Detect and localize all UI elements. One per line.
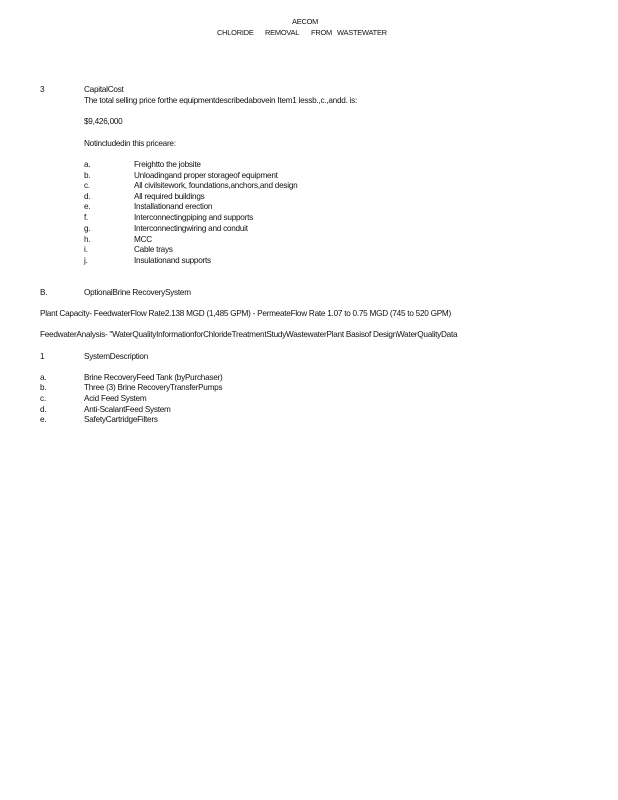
price-value: $9,426,000	[84, 117, 123, 126]
list-item-letter: g.	[84, 224, 91, 233]
list-item-letter: d.	[40, 405, 47, 414]
list-item-text: Installationand erection	[134, 202, 213, 211]
list-item-text: Unloadingand proper storageof equipment	[134, 171, 278, 180]
list-item-text: All civilsitework, foundations,anchors,and design	[134, 181, 298, 190]
list-item-letter: e.	[40, 415, 47, 424]
list-item-letter: e.	[84, 202, 91, 211]
list-item-letter: j.	[84, 256, 88, 265]
feedwater-analysis-line: FeedwaterAnalysis- "WaterQualityInformationforChlorideTreatmentStudyWastewaterPlant Basisof DesignWaterQualityData	[40, 330, 458, 339]
plant-capacity-line: Plant Capacity- FeedwaterFlow Rate2.138 MGD (1,485 GPM) - PermeateFlow Rate 1.07 to 0.75 MGD (745 to 520 GPM)	[40, 309, 451, 318]
list-item-letter: i.	[84, 245, 88, 254]
list-item-letter: a.	[84, 160, 91, 169]
list-item-text: All required buildings	[134, 192, 205, 201]
list-item-text: Brine RecoveryFeed Tank (byPurchaser)	[84, 373, 223, 382]
subsection-number: 1	[40, 352, 45, 361]
list-item-text: SafetyCartridgeFilters	[84, 415, 158, 424]
list-item-letter: b.	[40, 383, 47, 392]
section-heading-brine: OptionalBrine RecoverySystem	[84, 288, 191, 297]
company-name: AECOM	[292, 17, 319, 26]
not-included-label: Notincludedin this priceare:	[84, 139, 176, 148]
doc-title-word-4: WASTEWATER	[337, 28, 387, 37]
list-item-text: Anti-ScalantFeed System	[84, 405, 171, 414]
list-item-letter: d.	[84, 192, 91, 201]
list-item-text: Interconnectingwiring and conduit	[134, 224, 248, 233]
list-item-letter: f.	[84, 213, 89, 222]
list-item-text: Interconnectingpiping and supports	[134, 213, 253, 222]
list-item-text: Freightto the jobsite	[134, 160, 201, 169]
subsection-heading: SystemDescription	[84, 352, 149, 361]
doc-title-word-2: REMOVAL	[265, 28, 300, 37]
list-item-letter: c.	[40, 394, 46, 403]
section-heading: CapitalCost	[84, 85, 124, 94]
list-item-text: Three (3) Brine RecoveryTransferPumps	[84, 383, 223, 392]
list-item-letter: h.	[84, 235, 91, 244]
intro-text: The total selling price forthe equipmentdescribedabovein Item1 lessb.,c.,andd. is:	[84, 96, 358, 105]
list-item-text: Acid Feed System	[84, 394, 147, 403]
list-item-letter: a.	[40, 373, 47, 382]
list-item-text: MCC	[134, 235, 152, 244]
list-item-text: Insulationand supports	[134, 256, 211, 265]
section-number: 3	[40, 85, 45, 94]
list-item-letter: c.	[84, 181, 90, 190]
list-item-text: Cable trays	[134, 245, 173, 254]
doc-title-word-1: CHLORIDE	[217, 28, 254, 37]
list-item-letter: b.	[84, 171, 91, 180]
doc-title-word-3: FROM	[311, 28, 332, 37]
section-letter: B.	[40, 288, 48, 297]
